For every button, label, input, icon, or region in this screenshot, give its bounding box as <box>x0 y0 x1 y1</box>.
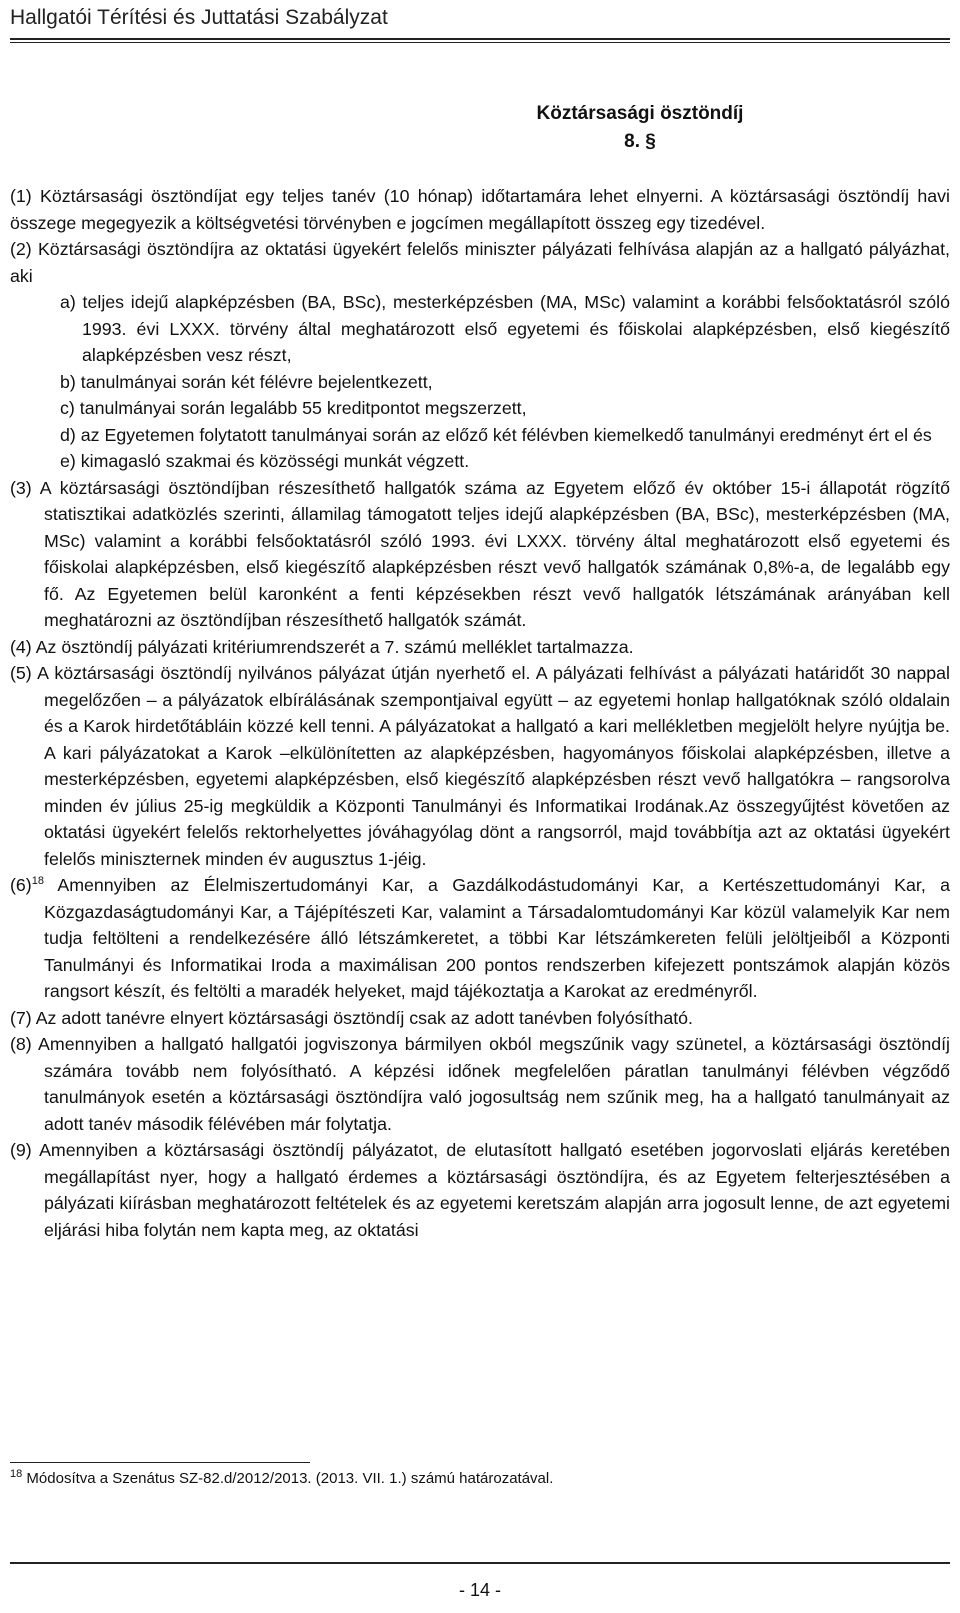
document-body <box>10 183 950 1243</box>
paragraph-3: (3) A köztársasági ösztöndíjban részesíthető hallgatók száma az Egyetem előző év október 15-i állapotát rögzítő statisztikai adatközlés szerinti, államilag támogatott teljes idejű alapképzésben (BA, BSc), mesterképzésben (MA, MSc) valamint a korábbi felsőoktatásról szóló 1993. évi LXXX. törvény által meghatározott első egyetemi és főiskolai alapképzésben, első kiegészítő alapképzésben részt vevő hallgatók számának 0,8%-a, de legalább egy fő. Az Egyetemen belül karonként a fenti képzésekben részt vevő hallgatók létszámának arányában kell meghatározni az ösztöndíjban részesíthető hallgatók számát. <box>10 477 950 630</box>
header-title: Hallgatói Térítési és Juttatási Szabályzat <box>10 6 388 29</box>
list-item: e) kimagasló szakmai és közösségi munkát végzett. <box>60 451 470 471</box>
paragraph-7: (7) Az adott tanévre elnyert köztársasági ösztöndíj csak az adott tanévben folyósítható. <box>10 1007 693 1028</box>
list-item: b) tanulmányai során két félévre bejelentkezett, <box>60 371 433 392</box>
paragraph-6 <box>10 872 950 1005</box>
paragraph-9: (9) Amennyiben a köztársasági ösztöndíj pályázatot, de elutasított hallgató esetében jogorvoslati eljárás keretében megállapítást nyer, hogy a hallgató érdemes a köztársasági ösztöndíjra, és az Egyetem felterjesztésében a pályázati kiírásban meghatározott feltételek és az egyetemi keretszám alapján arra jogosult lenne, de azt egyetemi eljárási hiba folytán nem kapta meg, az oktatási <box>10 1140 950 1240</box>
footnote <box>10 1470 553 1487</box>
criteria-list <box>10 289 950 475</box>
paragraph-8: (8) Amennyiben a hallgató hallgatói jogviszonya bármilyen okból megszűnik vagy szünetel, a köztársasági ösztöndíj számára tovább nem folyósítható. A képzési időnek megfelelően páratlan tanulmányi félévben végződő tanulmányok esetén a köztársasági ösztöndíjra való jogosultság nem szűnik meg, ha a hallgató tanulmányait az adott tanév második félévében már folytatja. <box>10 1034 950 1134</box>
footer-rule <box>10 1562 950 1564</box>
list-item: c) tanulmányai során legalább 55 kreditpontot megszerzett, <box>60 398 527 418</box>
footnote-rule <box>10 1462 310 1463</box>
paragraph-5: (5) A köztársasági ösztöndíj nyilvános pályázat útján nyerhető el. A pályázati felhívást a pályázati határidőt 30 nappal megelőzően – a pályázatok elbírálásának szempontjaival együtt – az egyetemi honlap hallgatóknak szóló oldalain és a Karok hirdetőtábláin közzé kell tenni. A pályázatokat a hallgató a kari mellékletben megjelölt helyre nyújtja be. A kari pályázatokat a Karok –elkülönítetten az alapképzésben, hagyományos főiskolai alapképzésben, illetve a mesterképzésben, egyetemi alapképzésben, első kiegészítő alapképzésben részt vevő hallgatókra – rangsorolva minden év július 25-ig megküldik a Központi Tanulmányi és Informatikai Irodának.Az összegyűjtést követően az oktatási ügyekért felelős rektorhelyettes jóváhagyólag dönt a rangsorról, majd továbbítja azt az oktatási ügyekért felelős miniszternek minden év augusztus 1-jéig. <box>10 663 950 869</box>
paragraph-4: (4) Az ösztöndíj pályázati kritériumrendszerét a 7. számú melléklet tartalmazza. <box>10 636 634 657</box>
paragraph-6-text: Amennyiben az Élelmiszertudományi Kar, a Gazdálkodástudományi Kar, a Kertészettudományi Kar, a Közgazdaságtudományi Kar, a Tájépítészeti Kar, valamint a Társadalomtudományi Kar közül valamelyik Kar nem tudja feltölteni a rendelkezésére álló létszámkeretet, a többi Kar létszámkereten felüli jelöltjeiből a Központi Tanulmányi és Informatikai Iroda a maximálisan 200 pontos rendszerben kifejezett pontszámok alapján közös rangsort készít, és feltölti a maradék helyeket, majd tájékoztatja a Karokat az eredményről. <box>43 875 950 1001</box>
paragraph-6-label: (6) <box>10 875 32 895</box>
list-item: a) teljes idejű alapképzésben (BA, BSc), mesterképzésben (MA, MSc) valamint a korábbi felsőoktatásról szóló 1993. évi LXXX. törvény által meghatározott első egyetemi és főiskolai alapképzésben, első kiegészítő alapképzésben vesz részt, <box>60 292 950 365</box>
footnote-ref[interactable]: 18 <box>31 875 44 888</box>
page-number: - 14 - <box>458 1580 501 1600</box>
paragraph-2: (2) Köztársasági ösztöndíjra az oktatási ügyekért felelős miniszter pályázati felhívása alapján az a hallgató pályázhat, aki <box>10 239 950 286</box>
list-item: d) az Egyetemen folytatott tanulmányai során az előző két félévben kiemelkedő tanulmányi eredményt ért el és <box>60 424 932 445</box>
header-rule <box>10 38 950 40</box>
section-number: 8. § <box>624 131 656 152</box>
section-title: Köztársasági ösztöndíj <box>536 103 744 124</box>
header-rule-thin <box>10 42 950 43</box>
section-heading <box>0 100 960 156</box>
footnote-text: Módosítva a Szenátus SZ-82.d/2012/2013. (2013. VII. 1.) számú határozatával. <box>22 1470 554 1487</box>
paragraph-1: (1) Köztársasági ösztöndíjat egy teljes tanév (10 hónap) időtartamára lehet elnyerni. A köztársasági ösztöndíj havi összege megegyezik a költségvetési törvényben e jogcímen megállapított összeg egy tizedével. <box>10 186 950 233</box>
footnote-number: 18 <box>10 1468 23 1480</box>
